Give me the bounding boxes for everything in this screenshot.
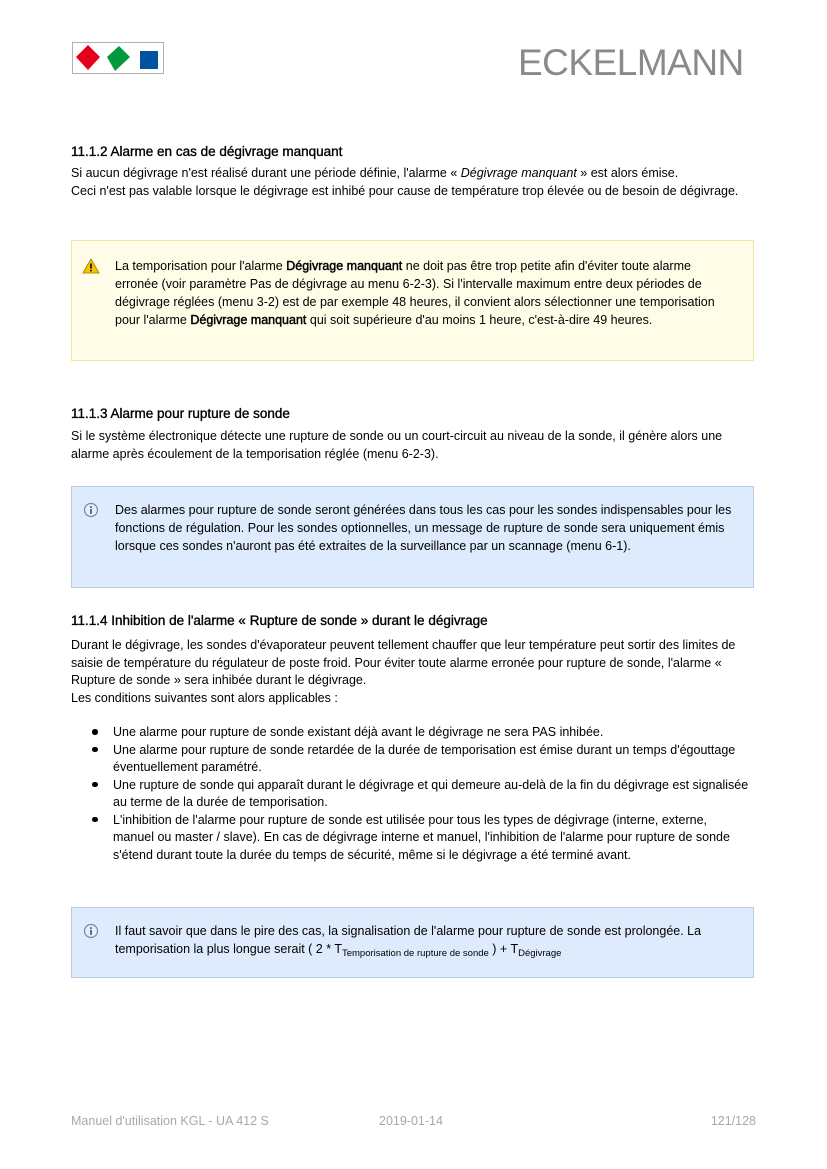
info-note-text: Il faut savoir que dans le pire des cas, la signalisation de l'alarme pour rupture de sonde est prolongée. La temporisation la plus longue serait ( $2 * T_{Temporisation de rupture de sonde}$ ) + $T_{Dégivrage}$	[115, 924, 702, 959]
bullet-icon	[92, 782, 98, 788]
footer-date: 2019-01-14	[379, 1114, 443, 1128]
footer-page-number: 121/128	[710, 1114, 756, 1128]
footer-title: Manuel d'utilisation KGL - UA 412 S	[71, 1114, 269, 1128]
info-note-text: Des alarmes pour rupture de sonde seront générées dans tous les cas pour les sondes indispensables pour les fonctions de régulation. Pour les sondes optionnelles, un message de rupture de sonde sera uniquement émis lorsque ces sondes n'auront pas été extraites de la surveillance par un scannage (menu 6-1).	[115, 503, 732, 553]
list-item: L'inhibition de l'alarme pour rupture de sonde est utilisée pour tous les types de dégivrage (interne, externe, manuel ou master / slave). En cas de dégivrage interne et manuel, l'inhibition de l'alarme pour rupture de sonde s'étend durant toute la durée du temps de sécurité, même si le dégivrage a été terminé avant.	[91, 812, 751, 865]
eckelmann-logo	[72, 42, 164, 74]
logo-blue-square	[140, 51, 158, 69]
warning-note	[71, 240, 754, 361]
brand-name: ECKELMANN	[518, 42, 744, 83]
bullet-icon	[92, 729, 98, 735]
info-icon	[82, 923, 100, 939]
info-icon	[82, 502, 100, 518]
section-heading-11-1-2: 11.1.2 Alarme en cas de dégivrage manquant	[71, 144, 343, 159]
section-heading-11-1-4: 11.1.4 Inhibition de l'alarme « Rupture de sonde » durant le dégivrage	[71, 613, 488, 628]
warning-icon	[82, 258, 100, 274]
info-note	[71, 907, 754, 978]
section-paragraph: Durant le dégivrage, les sondes d'évaporateur peuvent tellement chauffer que leur température peut sortir des limites de saisie de température du régulateur de poste froid. Pour éviter toute alarme erronée pour rupture de sonde, l'alarme « Rupture de sonde » sera inhibée durant le dégivrage. Les conditions suivantes sont alors applicables :	[71, 638, 736, 705]
info-note	[71, 486, 754, 588]
bullet-icon	[92, 817, 98, 823]
bullet-icon	[92, 747, 98, 753]
section-heading-11-1-3: 11.1.3 Alarme pour rupture de sonde	[71, 406, 290, 421]
section-paragraph: Si aucun dégivrage n'est réalisé durant une période définie, l'alarme « Dégivrage manquant » est alors émise. Ceci n'est pas valable lorsque le dégivrage est inhibé pour cause de température trop élevée ou de besoin de dégivrage.	[71, 166, 739, 198]
conditions-list	[91, 724, 751, 864]
section-paragraph: Si le système électronique détecte une rupture de sonde ou un court-circuit au niveau de la sonde, il génère alors une alarme après écoulement de la temporisation réglée (menu 6-2-3).	[71, 429, 723, 461]
list-item: Une alarme pour rupture de sonde retardée de la durée de temporisation est émise durant un temps d'égouttage éventuellement paramétré.	[91, 742, 751, 777]
list-item: Une rupture de sonde qui apparaît durant le dégivrage et qui demeure au-delà de la fin du dégivrage est signalisée au terme de la durée de temporisation.	[91, 777, 751, 812]
warning-note-text: La temporisation pour l'alarme Dégivrage manquant ne doit pas être trop petite afin d'éviter toute alarme erronée (voir paramètre Pas de dégivrage au menu 6-2-3). Si l'intervalle maximum entre deux périodes de dégivrage réglées (menu 3-2) est de par exemple 48 heures, il convient alors sélectionner une temporisation pour l'alarme Dégivrage manquant qui soit supérieure d'au moins 1 heure, c'est-à-dire 49 heures.	[115, 259, 715, 327]
list-item: Une alarme pour rupture de sonde existant déjà avant le dégivrage ne sera PAS inhibée.	[91, 724, 751, 742]
